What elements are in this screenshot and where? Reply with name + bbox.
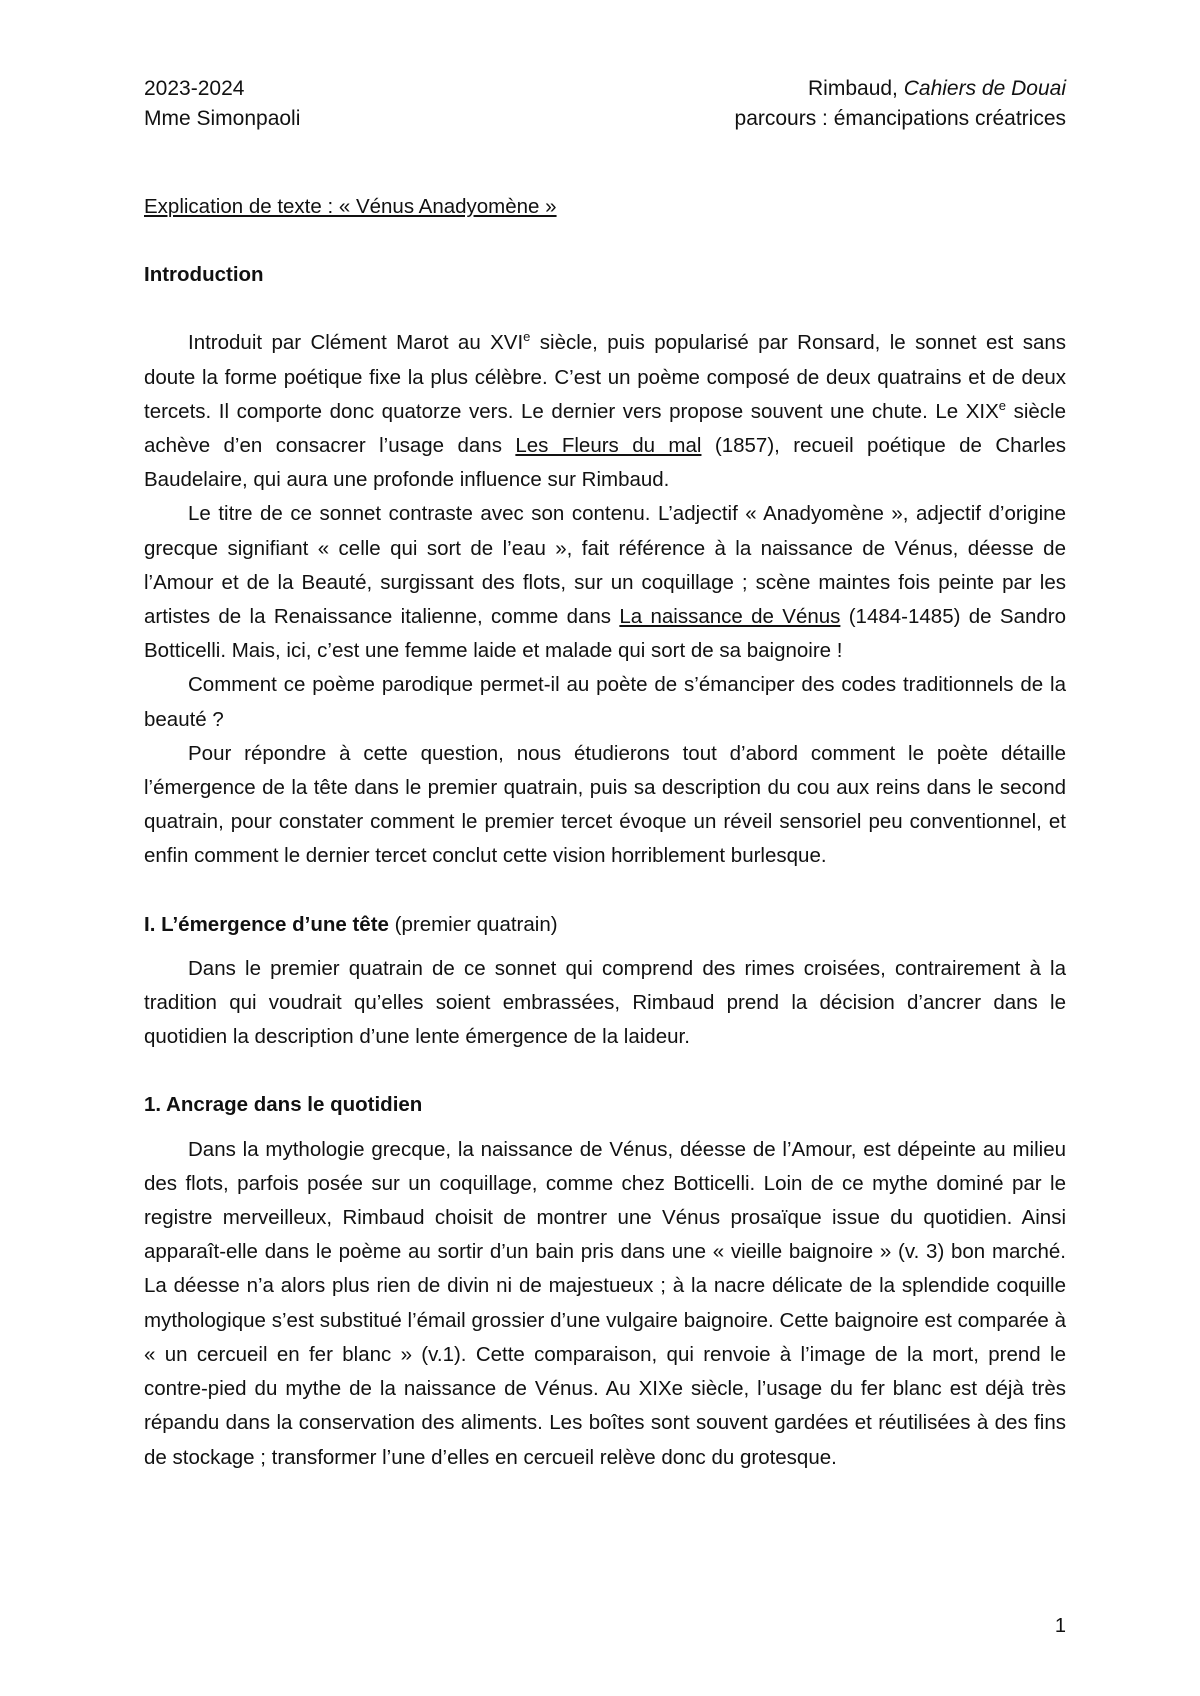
subsection-1-paragraph: Dans la mythologie grecque, la naissance de Vénus, déesse de l’Amour, est dépeinte au milieu des flots, parfois posée sur un coquillage, comme chez Botticelli. Loin de ce mythe dominé par le registre merveilleux, Rimbaud choisit de montrer une Vénus prosaïque issue du quotidien. Ainsi apparaît-elle dans le poème au sortir d’un bain pris dans une « vieille baignoire » (v. 3) bon marché. La déesse n’a alors plus rien de divin ni de majestueux ; à la nacre délicate de la splendide coquille mythologique s’est substitué l’émail grossier d’une vulgaire baignoire. Cette baignoire est comparée à « un cercueil en fer blanc » (v.1). Cette comparaison, qui renvoie à l’image de la mort, prend le contre-pied du mythe de la naissance de Vénus. Au XIXe siècle, l’usage du fer blanc est déjà très répandu dans la conservation des aliments. Les boîtes sont souvent gardées et réutilisées à des fins de stockage ; transformer l’une d’elles en cercueil relève donc du grotesque. [144,1137,1066,1469]
section-1-paragraph: Dans le premier quatrain de ce sonnet qui comprend des rimes croisées, contrairement à la tradition qui voudrait qu’elles soient embrassées, Rimbaud prend la décision d’ancrer dans le quotidien la description d’une lente émergence de la laideur. [144,956,1066,1049]
intro-paragraph-2: Le titre de ce sonnet contraste avec son contenu. L’adjectif « Anadyomène », adjectif d’origine grecque signifiant « celle qui sort de l’eau », fait référence à la naissance de Vénus, déesse de l’Amour et de la Beauté, surgissant des flots, sur un coquillage ; scène maintes fois peinte par les artistes de la Renaissance italienne, comme dans La naissance de Vénus (1484-1485) de Sandro Botticelli. Mais, ici, c’est une femme laide et malade qui sort de sa baignoire ! [144,502,1066,663]
parcours-label: parcours : émancipations créatrices [734,107,1066,130]
document-body [144,190,1066,1475]
document-title: Explication de texte : « Vénus Anadyomène » [144,195,557,218]
work-title: Cahiers de Douai [903,77,1066,100]
work-reference-naissance-de-venus: La naissance de Vénus [619,605,841,629]
work-reference-fleurs-du-mal: Les Fleurs du mal [515,434,702,458]
teacher-name: Mme Simonpaoli [144,107,301,130]
header-left [144,74,300,134]
subsection-1-heading: 1. Ancrage dans le quotidien [144,1093,423,1117]
author-name: Rimbaud, [808,77,904,100]
section-1-heading: I. L’émergence d’une tête (premier quatrain) [144,912,558,936]
intro-paragraph-4: Pour répondre à cette question, nous étudierons tout d’abord comment le poète détaille l’émergence de la tête dans le premier quatrain, puis sa description du cou aux reins dans le second quatrain, pour constater comment le premier tercet évoque un réveil sensoriel peu conventionnel, et enfin comment le dernier tercet conclut cette vision horriblement burlesque. [144,741,1066,868]
header-right [735,74,1066,134]
school-year: 2023-2024 [144,77,245,100]
intro-paragraph-3: Comment ce poème parodique permet-il au poète de s’émanciper des codes traditionnels de la beauté ? [144,673,1066,731]
page-number: 1 [1054,1615,1066,1637]
introduction-heading: Introduction [144,263,264,287]
intro-paragraph-1: Introduit par Clément Marot au XVIe siècle, puis popularisé par Ronsard, le sonnet est sans doute la forme poétique fixe la plus célèbre. C’est un poème composé de deux quatrains et de deux tercets. Il comporte donc quatorze vers. Le dernier vers propose souvent une chute. Le XIXe siècle achève d’en consacrer l’usage dans Les Fleurs du mal (1857), recueil poétique de Charles Baudelaire, qui aura une profonde influence sur Rimbaud. [144,329,1067,492]
work-reference [735,74,1066,104]
